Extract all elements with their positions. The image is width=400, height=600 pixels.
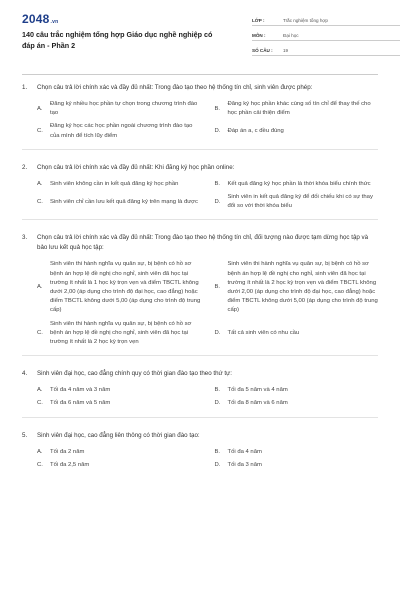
document-title: 140 câu trắc nghiệm tổng hợp Giáo dục nghề nghiệp có đáp án - Phần 2	[22, 30, 213, 50]
option-letter: D.	[214, 461, 221, 468]
answer-option-a[interactable]	[37, 180, 201, 189]
logo-suffix: .vn	[50, 19, 59, 25]
answer-option-a[interactable]	[37, 386, 201, 395]
option-letter: B.	[214, 284, 221, 291]
option-letter: B.	[214, 180, 221, 187]
question-3	[22, 233, 378, 356]
answer-option-d[interactable]	[215, 399, 379, 408]
meta-value: Trắc nghiệm tổng hợp	[283, 18, 328, 23]
meta-label: MÔN :	[252, 33, 266, 38]
answer-option-d[interactable]	[215, 193, 379, 211]
answer-option-b[interactable]	[215, 180, 379, 189]
answer-option-d[interactable]	[215, 122, 379, 140]
option-letter: C.	[37, 329, 43, 336]
answer-options	[22, 100, 378, 141]
answer-option-c[interactable]	[37, 461, 201, 470]
option-text: Kết quả đăng ký học phần là thời khóa biểu chính thức	[227, 180, 371, 187]
question-divider	[22, 355, 378, 356]
option-text: Sinh viên thi hành nghĩa vụ quân sự, bị bệnh có hồ sơ bệnh án hợp lệ đề nghị cho nghỉ, sinh viên đã học tại trường ít nhất là 1 học kỳ trọn vẹn và điểm TBCTL không dưới 2,00 (áp dụng cho trình độ đại học, cao đẳng) hoặc điểm TBCTL không dưới 5,00 (áp dụng cho trình độ trung cấp)	[50, 261, 201, 314]
answer-option-a[interactable]	[37, 448, 201, 457]
answer-option-b[interactable]	[215, 100, 379, 118]
answer-option-b[interactable]	[215, 386, 379, 395]
question-1	[22, 83, 378, 150]
option-letter: C.	[37, 128, 43, 134]
meta-row-count	[252, 43, 400, 56]
option-text: Đăng ký học phần khác cùng số tín chỉ để thay thế cho học phần cải thiện điểm	[227, 101, 371, 117]
option-letter: A.	[37, 105, 43, 112]
document-meta	[252, 13, 400, 58]
option-letter: A.	[37, 180, 43, 187]
question-text	[22, 163, 378, 173]
question-text	[22, 369, 378, 379]
option-letter: A.	[37, 284, 43, 291]
answer-option-c[interactable]	[37, 399, 201, 408]
answer-option-a[interactable]	[37, 260, 201, 315]
question-2	[22, 163, 378, 221]
option-text: Sinh viên thi hành nghĩa vụ quân sự, bị bệnh có hồ sơ bệnh án hợp lệ đề nghị cho nghỉ, sinh viên đã học tại trường ít nhất là 2 học kỳ trọn vẹn và điểm TBCTL không dưới 2,00 (áp dụng cho trình độ đại học, cao đẳng) hoặc điểm TBCTL không dưới 5,00 (áp dụng cho trình độ trung cấp)	[227, 261, 378, 314]
answer-option-d[interactable]	[215, 320, 379, 348]
option-letter: D.	[214, 400, 221, 407]
option-text: Tối đa 2 năm	[50, 448, 85, 455]
question-divider	[22, 417, 378, 418]
option-text: Tối đa 5 năm và 4 năm	[227, 387, 288, 394]
question-body: Chọn câu trả lời chính xác và đầy đủ nhất: Khi đăng ký học phần online:	[37, 163, 235, 171]
meta-value: 19	[283, 48, 289, 53]
option-letter: C.	[37, 198, 43, 205]
option-letter: B.	[214, 105, 221, 112]
answer-option-a[interactable]	[37, 100, 201, 118]
option-letter: A.	[37, 387, 43, 394]
option-text: Sinh viên in kết quả đăng ký để đối chiếu khi có sự thay đổi so với thời khóa biểu	[227, 194, 373, 210]
option-letter: C.	[37, 461, 43, 468]
answer-options	[22, 180, 378, 212]
answer-options	[22, 260, 378, 347]
meta-row-subject	[252, 28, 400, 41]
option-text: Đáp án a, c đều đúng	[227, 128, 284, 134]
answer-option-d[interactable]	[215, 461, 379, 470]
answer-options	[22, 386, 378, 408]
answer-option-c[interactable]	[37, 193, 201, 211]
answer-option-c[interactable]	[37, 320, 201, 348]
question-divider	[22, 219, 378, 220]
option-text: Sinh viên không cần in kết quả đăng ký học phần	[50, 180, 179, 187]
option-text: Tối đa 4 năm và 3 năm	[50, 387, 111, 394]
option-letter: D.	[214, 198, 221, 205]
meta-row-class	[252, 13, 400, 26]
option-letter: A.	[37, 448, 43, 455]
question-text	[22, 83, 378, 93]
option-text: Tối đa 4 năm	[227, 448, 262, 455]
logo-main: 2048	[22, 12, 50, 26]
answer-option-b[interactable]	[215, 260, 379, 315]
option-text: Đăng ký nhiều học phần tự chọn trong chương trình đào tạo	[50, 101, 198, 117]
question-number: 2.	[22, 163, 28, 171]
option-text: Tối đa 8 năm và 6 năm	[227, 400, 288, 407]
question-divider	[22, 149, 378, 150]
question-number: 4.	[22, 370, 28, 378]
answer-option-c[interactable]	[37, 122, 201, 140]
question-body: Sinh viên đại học, cao đẳng liên thông có thời gian đào tạo:	[37, 431, 200, 439]
question-5	[22, 431, 378, 470]
option-text: Tối đa 2,5 năm	[50, 461, 90, 468]
answer-option-b[interactable]	[215, 448, 379, 457]
question-body: Chọn câu trả lời chính xác và đầy đủ nhất: Trong đào tạo theo hệ thống tín chỉ, đối tượng nào được tạm dừng học tập và bảo lưu kết quả học tập:	[37, 234, 369, 252]
option-letter: C.	[37, 400, 43, 407]
meta-value: Đại học	[283, 33, 299, 38]
answer-options	[22, 448, 378, 470]
option-text: Tất cả sinh viên có nhu cầu	[227, 329, 300, 336]
option-letter: B.	[214, 448, 221, 455]
option-text: Tối đa 6 năm và 5 năm	[50, 400, 111, 407]
option-letter: B.	[214, 387, 221, 394]
question-number: 5.	[22, 431, 28, 439]
question-text	[22, 431, 378, 441]
option-letter: D.	[214, 329, 221, 336]
option-text: Sinh viên thi hành nghĩa vụ quân sự, bị bệnh có hồ sơ bệnh án hợp lệ đề nghị cho nghỉ, sinh viên đã học tại trường ít nhất là 2 học kỳ trọn vẹn	[50, 320, 192, 346]
question-body: Sinh viên đại học, cao đẳng chính quy có thời gian đào tạo theo thứ tự:	[37, 370, 233, 378]
site-logo[interactable]	[22, 12, 58, 26]
question-body: Chọn câu trả lời chính xác và đầy đủ nhất: Trong đào tạo theo hệ thống tín chỉ, sinh viên được phép:	[37, 84, 313, 91]
option-letter: D.	[214, 128, 221, 134]
option-text: Đăng ký học các học phần ngoài chương trình đào tạo của mình để tích lũy điểm	[50, 123, 193, 139]
option-text: Sinh viên chỉ cần lưu kết quả đăng ký trên mạng là được	[50, 198, 198, 205]
meta-label: LỚP :	[252, 18, 265, 23]
question-number: 1.	[22, 84, 28, 91]
option-text: Tối đa 3 năm	[227, 461, 262, 468]
question-4	[22, 369, 378, 417]
meta-label: SỐ CÂU :	[252, 48, 273, 53]
question-text	[22, 233, 378, 253]
question-list	[22, 83, 378, 483]
header-divider	[22, 74, 378, 75]
document-header	[22, 0, 378, 74]
question-number: 3.	[22, 234, 28, 242]
